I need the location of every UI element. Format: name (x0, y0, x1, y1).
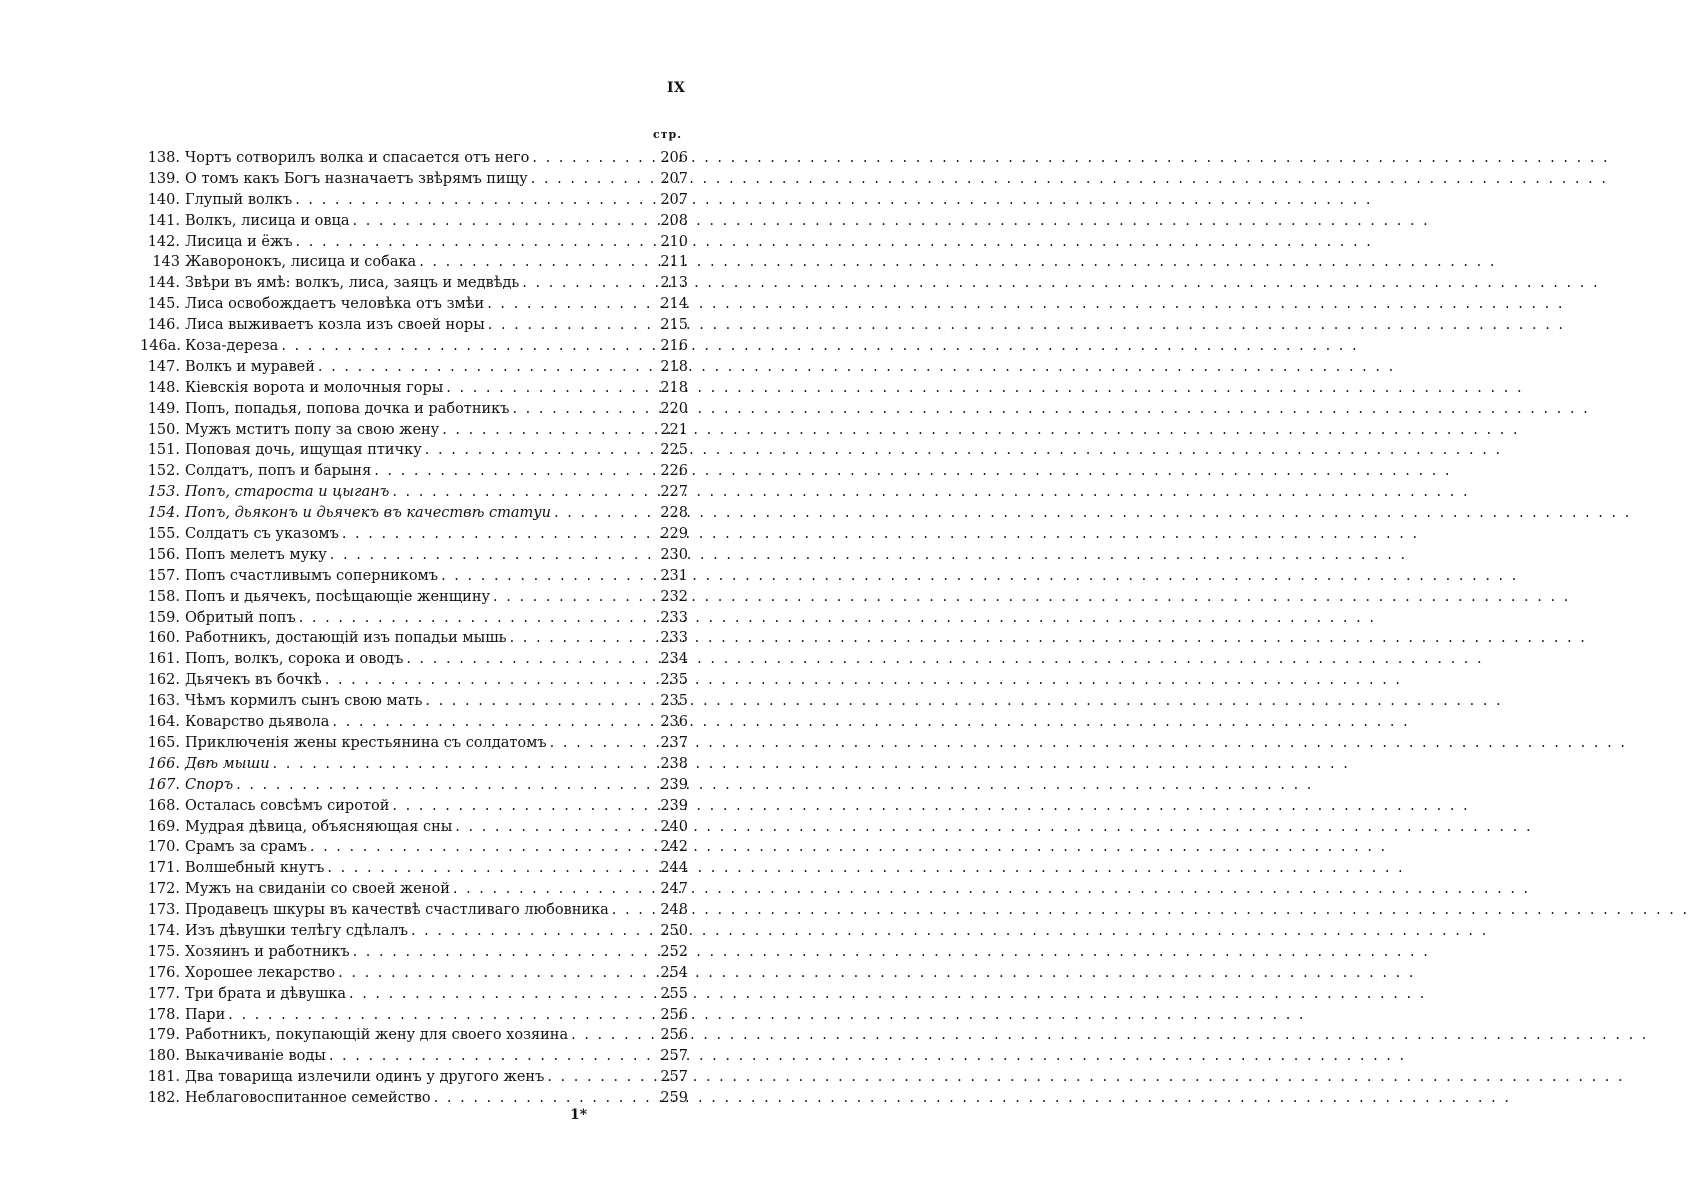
dot-leader (325, 670, 654, 691)
dot-leader (352, 211, 654, 232)
toc-entry-number: 152. (147, 463, 180, 480)
toc-entry-page: 236 (660, 714, 688, 731)
toc-entry-number: 164. (147, 714, 180, 731)
toc-entry-title: Мудрая дѣвица, объясняющая сны (185, 818, 453, 835)
dot-leader (342, 524, 654, 545)
toc-entry (140, 566, 688, 587)
dot-leader (299, 608, 654, 629)
toc-entry-number: 163. (147, 693, 180, 710)
dot-leader (531, 169, 654, 190)
toc-entry-title: Приключенія жены крестьянина съ солдатомъ (185, 734, 547, 751)
toc-entry (140, 733, 688, 754)
toc-entry-title: Работникъ, достающій изъ попадьи мышь (185, 630, 507, 647)
toc-entry (140, 545, 688, 566)
toc-entry (140, 294, 688, 315)
toc-entry-page: 207 (660, 191, 688, 208)
toc-entry-number: 155. (147, 526, 180, 543)
dot-leader (338, 963, 654, 984)
toc-entry (140, 963, 688, 984)
toc-entry (140, 691, 688, 712)
dot-leader (453, 879, 654, 900)
dot-leader (281, 336, 654, 357)
toc-entry-number: 159. (147, 609, 180, 626)
toc-entry-number: 157. (147, 567, 180, 584)
toc-entry-title: Споръ (185, 776, 234, 793)
toc-entry-title: Чѣмъ кормилъ сынъ свою мать (185, 693, 423, 710)
toc-entry-number: 143 (152, 254, 180, 271)
toc-entry-title: Попъ и дьячекъ, посѣщающіе женщину (185, 588, 491, 605)
toc-entry-title: Коварство дьявола (185, 714, 330, 731)
toc-entry-number: 144. (147, 275, 180, 292)
toc-entry-title: Неблаговоспитанное семейство (185, 1090, 431, 1107)
dot-leader (330, 545, 654, 566)
toc-entry-number: 176. (147, 964, 180, 981)
dot-leader (310, 837, 654, 858)
toc-entry-title: Мужъ мститъ попу за свою жену (185, 421, 440, 438)
toc-entry-number: 169. (147, 818, 180, 835)
toc-entry (140, 232, 688, 253)
toc-entry-page: 216 (660, 338, 688, 355)
toc-entry-number: 149. (147, 400, 180, 417)
dot-leader (353, 942, 654, 963)
toc-entry-number: 161. (147, 651, 180, 668)
dot-leader (332, 712, 654, 733)
toc-entry-title: Работникъ, покупающій жену для своего хозяина (185, 1027, 569, 1044)
toc-entry-number: 165. (147, 734, 180, 751)
toc-entry-page: 256 (660, 1006, 688, 1023)
toc-entry (140, 336, 688, 357)
toc-entry (140, 357, 688, 378)
toc-entry-number: 178. (147, 1006, 180, 1023)
toc-entry-number: 179. (147, 1027, 180, 1044)
toc-entry (140, 1067, 688, 1088)
toc-entry-number: 172. (147, 881, 180, 898)
toc-entry-number: 180. (147, 1048, 180, 1065)
toc-entry (140, 628, 688, 649)
toc-entry-page: 213 (660, 275, 688, 292)
toc-entry-page: 248 (660, 902, 688, 919)
toc-entry-title: Лиса освобождаетъ человѣка отъ змѣи (185, 296, 485, 313)
dot-leader (228, 1005, 654, 1026)
toc-entry-title: Изъ дѣвушки телѣгу сдѣлалъ (185, 922, 408, 939)
toc-entry (140, 440, 688, 461)
toc-entry-title: Срамъ за срамъ (185, 839, 307, 856)
toc-entry (140, 190, 688, 211)
dot-leader (295, 190, 654, 211)
toc-entry-page: 215 (660, 317, 688, 334)
toc-entry (140, 503, 688, 524)
toc-entry-number: 182. (147, 1090, 180, 1107)
dot-leader (236, 775, 654, 796)
toc-entry-title: Солдатъ, попъ и барыня (185, 463, 372, 480)
toc-entry-page: 229 (660, 526, 688, 543)
dot-leader (296, 232, 654, 253)
dot-leader (493, 587, 654, 608)
toc-entry-page: 233 (660, 609, 688, 626)
toc-entry-page: 226 (660, 463, 688, 480)
dot-leader (406, 649, 654, 670)
toc-entry-page: 227 (660, 484, 688, 501)
toc-entry-title: Жаворонокъ, лисица и собака (185, 254, 417, 271)
toc-entry-title: Попъ мелетъ муку (185, 546, 327, 563)
toc-entry-number: 181. (147, 1069, 180, 1086)
toc-entry (140, 1046, 688, 1067)
dot-leader (532, 148, 654, 169)
dot-leader (554, 503, 654, 524)
toc-entry-page: 230 (660, 546, 688, 563)
toc-entry (140, 148, 688, 169)
dot-leader (374, 461, 654, 482)
toc-entry (140, 712, 688, 733)
toc-entry (140, 608, 688, 629)
toc-entry-number: 140. (147, 191, 180, 208)
dot-leader (571, 1025, 654, 1046)
dot-leader (488, 315, 654, 336)
toc-entry-title: Попъ, староста и цыганъ (185, 484, 390, 501)
toc-entry-page: 232 (660, 588, 688, 605)
toc-entry-page: 211 (660, 254, 688, 271)
dot-leader (550, 733, 654, 754)
dot-leader (392, 796, 654, 817)
toc-entry-page: 247 (660, 881, 688, 898)
toc-entry-title: Двѣ мыши (185, 755, 270, 772)
toc-entry (140, 775, 688, 796)
toc-entry-title: Глупый волкъ (185, 191, 293, 208)
toc-entry-title: Звѣри въ ямѣ: волкъ, лиса, заяцъ и медвѣдь (185, 275, 520, 292)
toc-entry-number: 154. (147, 505, 180, 522)
toc-entry-number: 162. (147, 672, 180, 689)
toc-entry-number: 166. (147, 755, 180, 772)
toc-entry (140, 796, 688, 817)
toc-entry (140, 837, 688, 858)
toc-entry (140, 1005, 688, 1026)
toc-entry-number: 168. (147, 797, 180, 814)
toc-entry-title: Волкъ, лисица и овца (185, 212, 350, 229)
toc-entry-number: 171. (147, 860, 180, 877)
dot-leader (273, 754, 654, 775)
toc-entry-page: 250 (660, 922, 688, 939)
toc-entry-number: 146а. (140, 338, 181, 355)
dot-leader (349, 984, 654, 1005)
toc-entry-page: 221 (660, 421, 688, 438)
toc-entry-title: Лисица и ёжъ (185, 233, 293, 250)
toc-entry-page: 234 (660, 651, 688, 668)
toc-entry (140, 817, 688, 838)
toc-entry (140, 900, 688, 921)
toc-entry-title: Коза-дереза (185, 338, 279, 355)
toc-entry (140, 399, 688, 420)
dot-leader (419, 252, 654, 273)
dot-leader (425, 691, 654, 712)
dot-leader (442, 420, 654, 441)
toc-entry-page: 239 (660, 776, 688, 793)
toc-entry-page: 218 (660, 379, 688, 396)
toc-entry (140, 420, 688, 441)
toc-entry (140, 984, 688, 1005)
toc-entry-page: 242 (660, 839, 688, 856)
toc-entry-number: 139. (147, 170, 180, 187)
toc-entry-page: 257 (660, 1069, 688, 1086)
toc-entry-page: 239 (660, 797, 688, 814)
toc-entry-page: 206 (660, 150, 688, 166)
toc-entry-page: 257 (660, 1048, 688, 1065)
toc-entry-number: 175. (147, 943, 180, 960)
toc-entry-number: 142. (147, 233, 180, 250)
toc-entry-title: Попъ, дьяконъ и дьячекъ въ качествѣ статуи (185, 505, 552, 522)
dot-leader (522, 273, 654, 294)
toc-entry-page: 259 (660, 1090, 688, 1107)
toc-entry-page: 228 (660, 505, 688, 522)
toc-entry (140, 587, 688, 608)
toc-entry-title: Солдатъ съ указомъ (185, 526, 339, 543)
toc-entry-number: 145. (147, 296, 180, 313)
toc-entry-title: О томъ какъ Богъ назначаетъ звѣрямъ пищу (185, 170, 528, 187)
page-column-label: стр. (653, 128, 683, 141)
toc-entry-page: 218 (660, 358, 688, 375)
toc-entry (140, 524, 688, 545)
toc-entry (140, 858, 688, 879)
dot-leader (487, 294, 654, 315)
toc-entry-page: 235 (660, 672, 688, 689)
toc-entry-title: Три брата и дѣвушка (185, 985, 346, 1002)
dot-leader (318, 357, 654, 378)
dot-leader (329, 1046, 654, 1067)
dot-leader (425, 440, 654, 461)
page-number: IX (667, 80, 686, 96)
toc-entry-page: 237 (660, 734, 688, 751)
toc-entry-title: Обритый попъ (185, 609, 296, 626)
toc-entry (140, 942, 688, 963)
toc-entry-title: Поповая дочь, ищущая птичку (185, 442, 422, 459)
toc-entry-number: 174. (147, 922, 180, 939)
toc-entry-page: 240 (660, 818, 688, 835)
toc-entry-title: Осталась совсѣмъ сиротой (185, 797, 390, 814)
dot-leader (510, 628, 654, 649)
toc-entry (140, 273, 688, 294)
table-of-contents (140, 148, 688, 1109)
toc-entry (140, 670, 688, 691)
toc-entry (140, 754, 688, 775)
dot-leader (434, 1088, 654, 1109)
toc-entry (140, 169, 688, 190)
toc-entry-number: 146. (147, 317, 180, 334)
toc-entry-title: Пари (185, 1006, 226, 1023)
toc-entry-number: 148. (147, 379, 180, 396)
toc-entry (140, 1025, 688, 1046)
dot-leader (612, 900, 654, 921)
dot-leader (455, 817, 654, 838)
toc-entry (140, 252, 688, 273)
toc-entry-number: 141. (147, 212, 180, 229)
toc-entry-number: 150. (147, 421, 180, 438)
toc-entry-page: 244 (660, 860, 688, 877)
toc-entry-page: 208 (660, 212, 688, 229)
toc-entry (140, 461, 688, 482)
dot-leader (547, 1067, 654, 1088)
toc-entry-page: 214 (660, 296, 688, 313)
toc-entry-title: Дьячекъ въ бочкѣ (185, 672, 322, 689)
dot-leader (392, 482, 654, 503)
toc-entry-title: Попъ счастливымъ соперникомъ (185, 567, 439, 584)
toc-entry-number: 177. (147, 985, 180, 1002)
toc-entry-title: Лиса выживаетъ козла изъ своей норы (185, 317, 485, 334)
toc-entry-page: 235 (660, 693, 688, 710)
toc-entry-number: 158. (147, 588, 180, 605)
toc-entry-title: Попъ, волкъ, сорока и оводъ (185, 651, 404, 668)
toc-entry (140, 921, 688, 942)
toc-entry-number: 138. (147, 150, 180, 166)
toc-entry-page: 231 (660, 567, 688, 584)
dot-leader (327, 858, 654, 879)
toc-entry-page: 220 (660, 400, 688, 417)
toc-entry-number: 173. (147, 902, 180, 919)
toc-entry-number: 147. (147, 358, 180, 375)
toc-entry-page: 254 (660, 964, 688, 981)
toc-entry-title: Хорошее лекарство (185, 964, 336, 981)
toc-entry-page: 256 (660, 1027, 688, 1044)
dot-leader (411, 921, 654, 942)
toc-entry (140, 378, 688, 399)
toc-entry-title: Хозяинъ и работникъ (185, 943, 350, 960)
toc-entry (140, 649, 688, 670)
toc-entry-page: 252 (660, 943, 688, 960)
toc-entry-title: Попъ, попадья, попова дочка и работникъ (185, 400, 510, 417)
toc-entry-title: Чортъ сотворилъ волка и спасается отъ него (185, 150, 530, 166)
toc-entry (140, 879, 688, 900)
toc-entry-title: Продавецъ шкуры въ качествѣ счастливаго любовника (185, 902, 609, 919)
toc-entry-page: 238 (660, 755, 688, 772)
toc-entry-number: 151. (147, 442, 180, 459)
toc-entry-number: 156. (147, 546, 180, 563)
toc-entry (140, 315, 688, 336)
toc-entry-page: 233 (660, 630, 688, 647)
dot-leader (446, 378, 654, 399)
dot-leader (441, 566, 654, 587)
toc-entry-number: 167. (147, 776, 180, 793)
toc-entry-page: 225 (660, 442, 688, 459)
toc-entry-number: 160. (147, 630, 180, 647)
toc-entry-title: Выкачиваніе воды (185, 1048, 326, 1065)
toc-entry-number: 170. (147, 839, 180, 856)
toc-entry-title: Два товарища излечили одинъ у другого женъ (185, 1069, 545, 1086)
toc-entry (140, 1088, 688, 1109)
toc-entry-page: 255 (660, 985, 688, 1002)
dot-leader (512, 399, 654, 420)
toc-entry-number: 153. (147, 484, 180, 501)
toc-entry-title: Кіевскія ворота и молочныя горы (185, 379, 444, 396)
toc-entry (140, 482, 688, 503)
signature-mark: 1* (570, 1107, 588, 1123)
toc-entry-page: 210 (660, 233, 688, 250)
toc-entry-page: 207 (660, 170, 688, 187)
toc-entry-title: Мужъ на свиданіи со своей женой (185, 881, 450, 898)
toc-entry (140, 211, 688, 232)
toc-entry-title: Волшебный кнутъ (185, 860, 325, 877)
toc-entry-title: Волкъ и муравей (185, 358, 315, 375)
